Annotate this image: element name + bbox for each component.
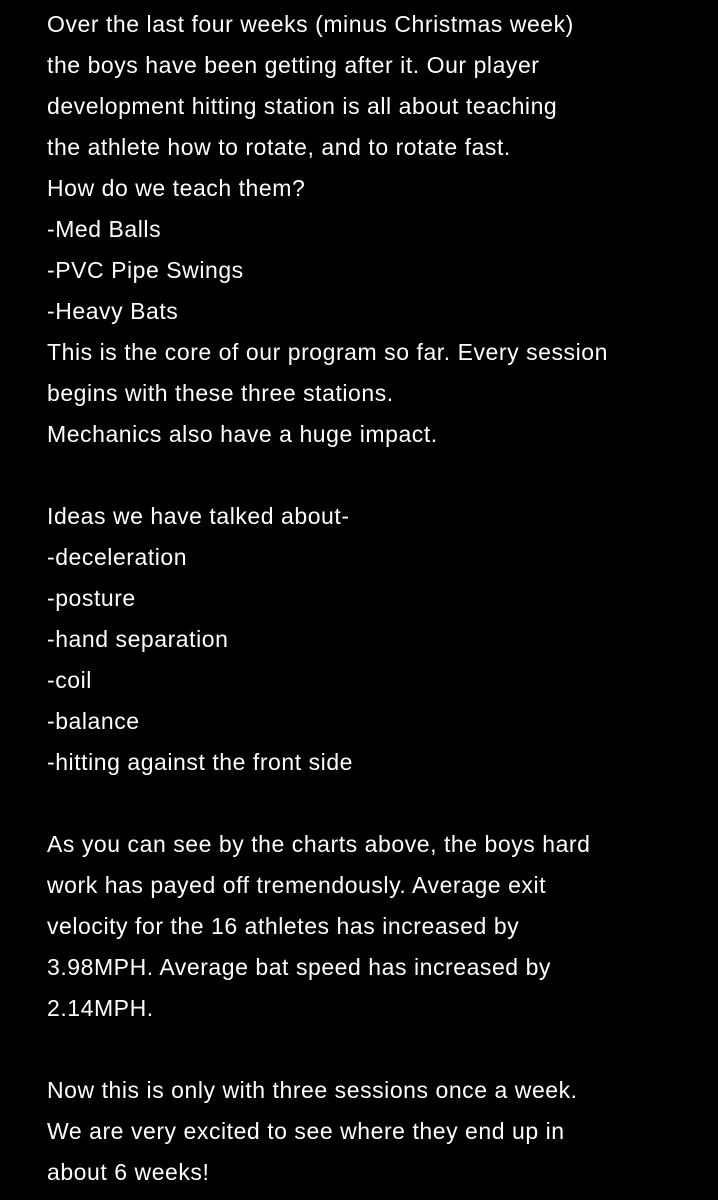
note-line: development hitting station is all about teaching [47,93,558,119]
blank-line [47,783,707,824]
note-line: -posture [47,585,136,611]
note-line: Mechanics also have a huge impact. [47,421,438,447]
note-line: about 6 weeks! [47,1159,210,1185]
note-line: -Heavy Bats [47,298,179,324]
note-line: -PVC Pipe Swings [47,257,244,283]
note-line: 3.98MPH. Average bat speed has increased by [47,954,551,980]
note-line: We are very excited to see where they end up in [47,1118,565,1144]
note-line: work has payed off tremendously. Average exit [47,872,547,898]
note-line: the boys have been getting after it. Our player [47,52,540,78]
note-line: Over the last four weeks (minus Christmas week) [47,11,574,37]
note-line: -deceleration [47,544,188,570]
note-line: 2.14MPH. [47,995,154,1021]
note-line: the athlete how to rotate, and to rotate fast. [47,134,511,160]
note-line: -Med Balls [47,216,162,242]
note-line: This is the core of our program so far. Every session [47,339,608,365]
note-line: How do we teach them? [47,175,306,201]
note-line: As you can see by the charts above, the boys hard [47,831,591,857]
note-line: begins with these three stations. [47,380,394,406]
note-line: -hitting against the front side [47,749,353,775]
blank-line [47,455,707,496]
note-line: velocity for the 16 athletes has increased by [47,913,520,939]
note-line: Ideas we have talked about- [47,503,350,529]
note-line: -coil [47,667,92,693]
note-line: -balance [47,708,140,734]
blank-line [47,1029,707,1070]
note-line: -hand separation [47,626,229,652]
note-body [47,4,707,1193]
note-line: Now this is only with three sessions once a week. [47,1077,578,1103]
